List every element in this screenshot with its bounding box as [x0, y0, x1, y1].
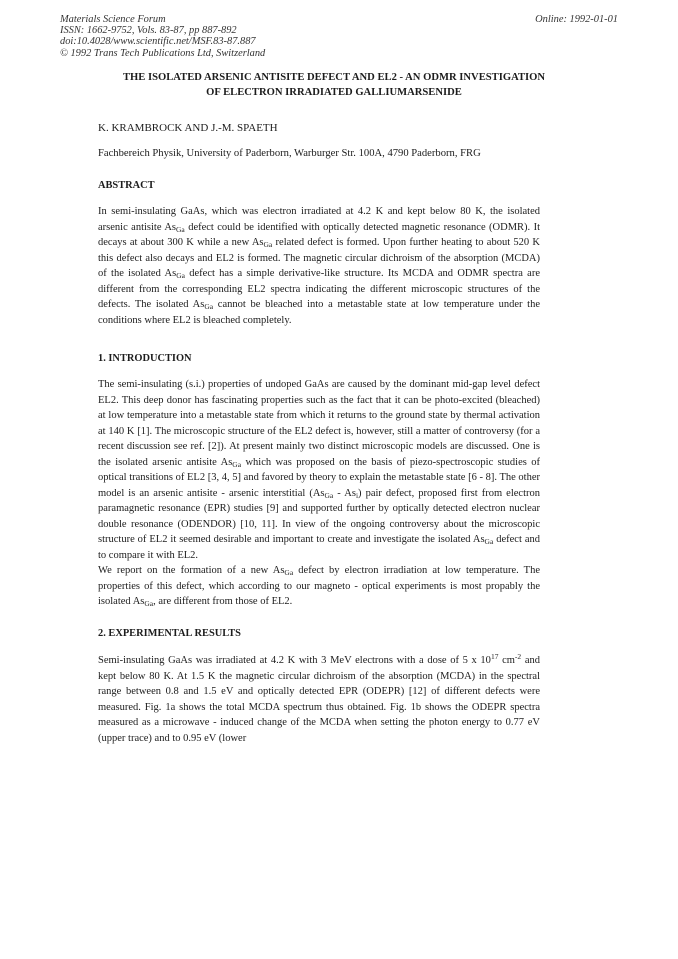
paper-title [96, 70, 572, 100]
experimental-heading: 2. EXPERIMENTAL RESULTS [98, 628, 241, 639]
authors: K. KRAMBROCK AND J.-M. SPAETH [98, 122, 278, 134]
doi: doi:10.4028/www.scientific.net/MSF.83-87.887 [60, 36, 256, 48]
copyright: © 1992 Trans Tech Publications Ltd, Switzerland [60, 47, 266, 59]
journal-name: Materials Science Forum [60, 14, 166, 25]
introduction-body: The semi-insulating (s.i.) properties of undoped GaAs are caused by the dominant mid-gap level defect EL2. This deep donor has fascinating properties such as the fact that it can be photo-excited (bleached) at low temperature into a metastable state from which it returns to the ground state by thermal activation at 140 K [1]. The microscopic structure of the EL2 defect is, however, still a matter of controversy (for a recent discussion see ref. [2]). At present mainly two distinct microscopic models are discussed. One is the isolated arsenic antisite $As_{Ga}$ which was proposed on the basis of piezo-spectroscopic studies of optical transitions of EL2 [3, 4, 5] and favored by theory to explain the metastable state [6 - 8]. The other model is an arsenic antisite - arsenic interstitial $(As_{Ga} - As_i)$ pair defect, proposed first from electron paramagnetic resonance (EPR) studies [9] and supported further by optically detected electron nuclear double resonance (ODENDOR) [10, 11]. In view of the ongoing controversy about the microscopic structure of EL2 it seemed desirable and important to create and investigate the isolated $As_{Ga}$ defect and to compare it with EL2. We report on the formation of a new $As_{Ga}$ defect by electron irradiation at low temperature. The properties of this defect, which according to our magneto - optical experiments is most propably the isolated $As_{Ga}$, are different from those of EL2. [98, 379, 540, 608]
experimental-body: Semi-insulating GaAs was irradiated at 4.2 K with 3 MeV electrons with a dose of 5 x $10^{17}$ $cm^{-2}$ and kept below 80 K. At 1.5 K the magnetic circular dichroism of the absorption (MCDA) in the spectral range between 0.8 and 1.5 eV and optically detected EPR (ODEPR) [12] of different defects were measured. Fig. 1a shows the total MCDA spectrum thus obtained. Fig. 1b shows the ODEPR spectra measured as a microwave - induced change of the MCDA when setting the photon energy to 0.77 eV (upper trace) and to 0.95 eV (lower [98, 652, 540, 744]
affiliation: Fachbereich Physik, University of Paderborn, Warburger Str. 100A, 4790 Paderborn, FRG [98, 148, 481, 159]
abstract-heading: ABSTRACT [98, 180, 155, 191]
abstract-body: In semi-insulating GaAs, which was electron irradiated at 4.2 K and kept below 80 K, the isolated arsenic antisite $As_{Ga}$ defect could be identified with optically detected magnetic resonance (ODMR). It decays at about 300 K while a new $As_{Ga}$ related defect is formed. Upon further heating to about 520 K this defect also decays and EL2 is formed. The magnetic circular dichroism of the absorption (MCDA) of the isolated $As_{Ga}$ defect has a simple derivative-like structure. Its MCDA and ODMR spectra are different from the corresponding EL2 spectra indicating the different microscopic structures of the defects. The isolated $As_{Ga}$ cannot be bleached into a metastable state at low temperature under the conditions where EL2 is bleached completely. [98, 206, 540, 326]
issn: ISSN: 1662-9752, Vols. 83-87, pp 887-892 [60, 25, 237, 37]
journal-header [60, 14, 265, 59]
online-date: Online: 1992-01-01 [535, 14, 618, 25]
introduction-heading: 1. INTRODUCTION [98, 353, 192, 364]
title-line-2: OF ELECTRON IRRADIATED GALLIUMARSENIDE [206, 87, 462, 98]
title-line-1: THE ISOLATED ARSENIC ANTISITE DEFECT AND EL2 - AN ODMR INVESTIGATION [122, 72, 546, 83]
